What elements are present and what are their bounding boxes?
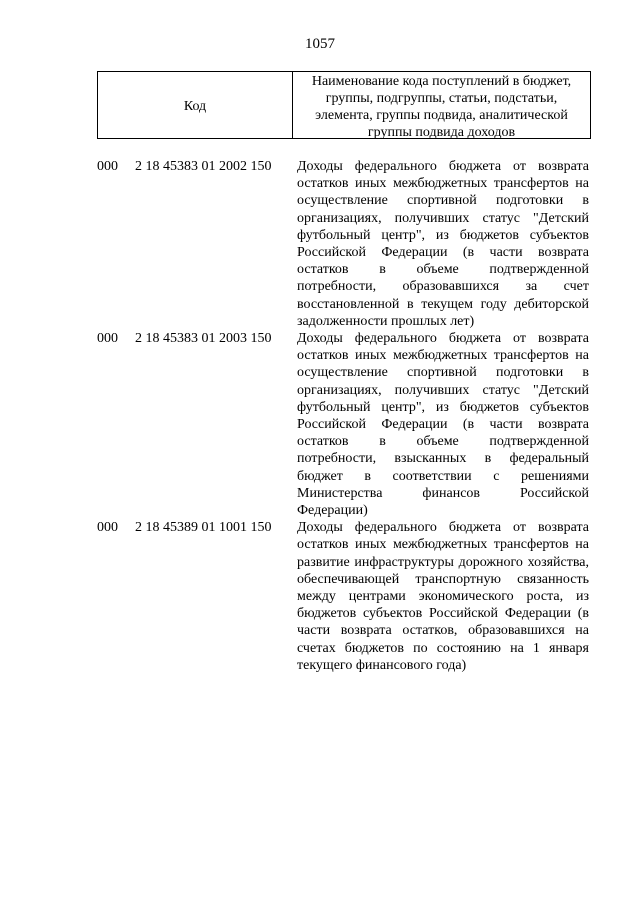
income-description: Доходы федерального бюджета от возврата остатков иных межбюджетных трансфертов на осуществление спортивной подготовки в организациях, получивших статус "Детский футбольный центр", из бюджетов субъектов Российской Федерации (в части возврата остатков в объеме подтвержденной потребности, взысканных в федеральный бюджет в соответствии с решениями Министерства финансов Российской Федерации) — [297, 331, 589, 519]
income-code-list — [97, 158, 591, 674]
table-row — [97, 519, 591, 674]
income-code: 2 18 45389 01 1001 150 — [135, 520, 272, 536]
income-description: Доходы федерального бюджета от возврата остатков иных межбюджетных трансфертов на осуществление спортивной подготовки в организациях, получивших статус "Детский футбольный центр", из бюджетов субъектов Российской Федерации (в части возврата остатков в объеме подтвержденной потребности, образовавшихся за счет восстановленной в текущем году дебиторской задолженности прошлых лет) — [297, 159, 589, 329]
admin-code: 000 — [97, 159, 118, 174]
admin-code: 000 — [97, 520, 118, 536]
table-row — [97, 330, 591, 519]
admin-code: 000 — [97, 331, 118, 347]
page-number: 1057 — [305, 36, 335, 52]
income-code: 2 18 45383 01 2002 150 — [135, 159, 272, 174]
name-column-header: Наименование кода поступлений в бюджет, группы, подгруппы, статьи, подстатьи, элемента, группы подвида, аналитической группы подвида доходов — [311, 74, 572, 140]
income-code: 2 18 45383 01 2003 150 — [135, 331, 272, 347]
code-column-header: Код — [98, 72, 293, 138]
income-description: Доходы федерального бюджета от возврата остатков иных межбюджетных трансфертов на развитие инфраструктуры дорожного хозяйства, обеспечивающей транспортную связанность между центрами экономического роста, из бюджетов субъектов Российской Федерации (в части возврата остатков, образовавшихся на счетах бюджетов по состоянию на 1 января текущего финансового года) — [297, 520, 589, 673]
table-row — [97, 158, 591, 330]
table-header — [97, 71, 591, 139]
